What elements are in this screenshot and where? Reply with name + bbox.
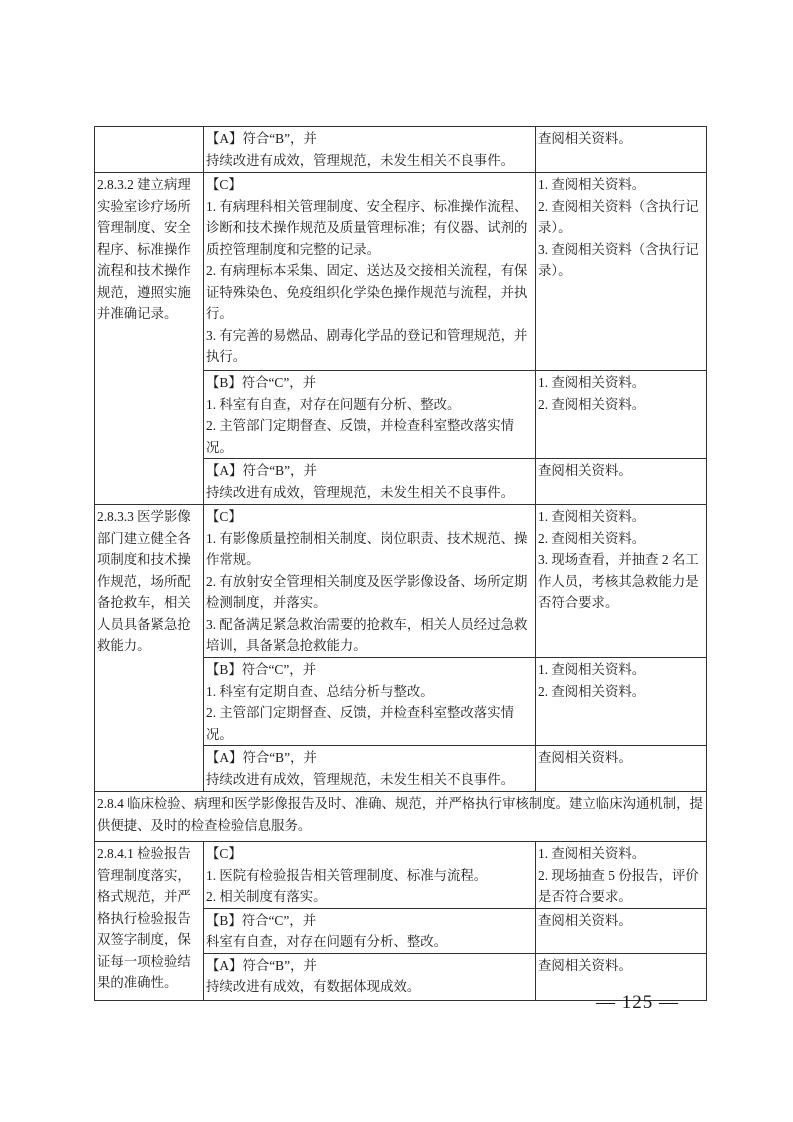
standard-cell: 【C】 1. 有病理科相关管理制度、安全程序、标准操作流程、诊断和技术操作规范及质量管理标准；有仪器、试剂的质控管理制度和完整的记录。 2. 有病理标本采集、固定、送达及交接相关流程，有保证特殊染色、免疫组织化学染色操作规范与流程，并执行。 3. 有完善的易燃品、剧毒化学品的登记和管理规范，并执行。	[204, 173, 536, 371]
section-heading: 2.8.4 临床检验、病理和医学影像报告及时、准确、规范，并严格执行审核制度。建立临床沟通机制，提供便捷、及时的检查检验信息服务。	[95, 792, 707, 842]
table-row	[95, 505, 707, 658]
standard-cell: 【B】符合“C”，并 1. 科室有自查，对存在问题有分析、整改。 2. 主管部门定期督查、反馈，并检查科室整改落实情况。	[204, 371, 536, 459]
item-cell: 2.8.3.3 医学影像部门建立健全各项制度和技术操作规范，场所配备抢救车，相关人员具备紧急抢救能力。	[95, 505, 204, 792]
method-cell: 1. 查阅相关资料。 2. 查阅相关资料（含执行记录）。 3. 查阅相关资料（含执行记录）。	[536, 173, 707, 371]
section-row	[95, 792, 707, 842]
standard-cell: 【A】符合“B”，并 持续改进有成效，管理规范，未发生相关不良事件。	[204, 127, 536, 173]
standard-cell: 【A】符合“B”，并 持续改进有成效，管理规范，未发生相关不良事件。	[204, 459, 536, 505]
method-cell: 1. 查阅相关资料。 2. 现场抽查 5 份报告，评价是否符合要求。	[536, 842, 707, 909]
method-cell: 查阅相关资料。	[536, 746, 707, 792]
method-cell: 1. 查阅相关资料。 2. 查阅相关资料。 3. 现场查看，并抽查 2 名工作人员，考核其急救能力是否符合要求。	[536, 505, 707, 658]
method-cell: 查阅相关资料。	[536, 953, 707, 1000]
standard-cell: 【A】符合“B”，并 持续改进有成效，有数据体现成效。	[204, 953, 536, 1000]
method-cell: 1. 查阅相关资料。 2. 查阅相关资料。	[536, 658, 707, 746]
standard-cell: 【C】 1. 有影像质量控制相关制度、岗位职责、技术规范、操作常规。 2. 有放射安全管理相关制度及医学影像设备、场所定期检测制度，并落实。 3. 配备满足紧急救治需要的抢救车，相关人员经过急救培训，具备紧急抢救能力。	[204, 505, 536, 658]
item-cell	[95, 127, 204, 173]
item-cell: 2.8.4.1 检验报告管理制度落实，格式规范，并严格执行检验报告双签字制度，保证每一项检验结果的准确性。	[95, 842, 204, 1001]
standard-cell: 【A】符合“B”，并 持续改进有成效，管理规范，未发生相关不良事件。	[204, 746, 536, 792]
method-cell: 查阅相关资料。	[536, 908, 707, 953]
standard-cell: 【C】 1. 医院有检验报告相关管理制度、标准与流程。 2. 相关制度有落实。	[204, 842, 536, 909]
method-cell: 1. 查阅相关资料。 2. 查阅相关资料。	[536, 371, 707, 459]
table-row	[95, 173, 707, 371]
item-cell: 2.8.3.2 建立病理实验室诊疗场所管理制度、安全程序、标准操作流程和技术操作规范，遵照实施并准确记录。	[95, 173, 204, 505]
table-row	[95, 842, 707, 909]
standard-cell: 【B】符合“C”，并 科室有自查，对存在问题有分析、整改。	[204, 908, 536, 953]
page-number: — 125 —	[596, 992, 679, 1013]
method-cell: 查阅相关资料。	[536, 459, 707, 505]
method-cell: 查阅相关资料。	[536, 127, 707, 173]
standard-cell: 【B】符合“C”，并 1. 科室有定期自查、总结分析与整改。 2. 主管部门定期督查、反馈，并检查科室整改落实情况。	[204, 658, 536, 746]
standards-table	[94, 126, 707, 1001]
table-row	[95, 127, 707, 173]
